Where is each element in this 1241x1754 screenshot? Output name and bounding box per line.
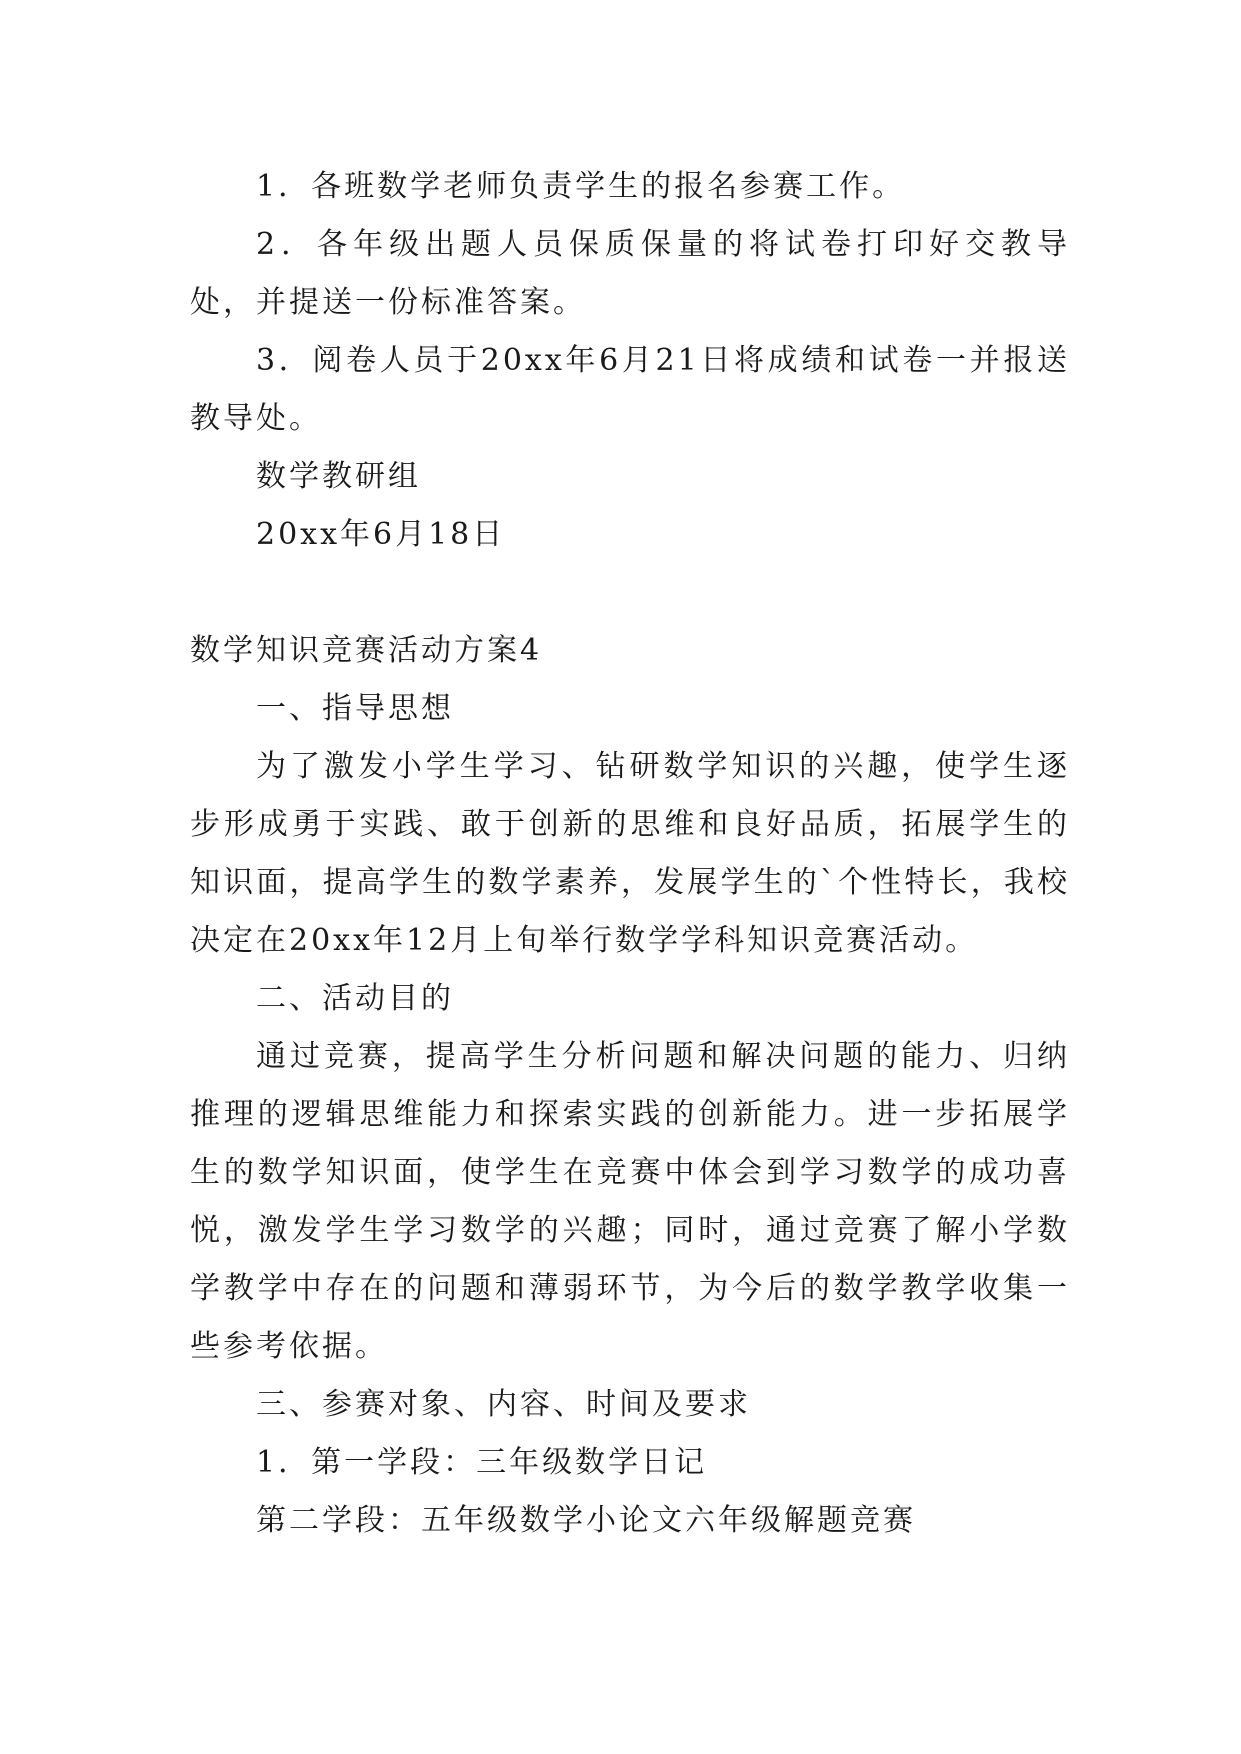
paragraph-item-3: 3．阅卷人员于20xx年6月21日将成绩和试卷一并报送教导处。 — [190, 343, 1070, 436]
paragraph-activity-purpose: 通过竞赛，提高学生分析问题和解决问题的能力、归纳推理的逻辑思维能力和探索实践的创新能力。进一步拓展学生的数学知识面，使学生在竞赛中体会到学习数学的成功喜悦，激发学生学习数学的兴趣；同时，通过竞赛了解小学数学教学中存在的问题和薄弱环节，为今后的数学教学收集一些参考依据。 — [190, 1039, 1070, 1364]
heading-guiding-ideology: 一、指导思想 — [256, 691, 454, 726]
signature-date: 20xx年6月18日 — [256, 517, 506, 552]
paragraph-item-2: 2．各年级出题人员保质保量的将试卷打印好交教导处，并提送一份标准答案。 — [190, 227, 1070, 320]
paragraph-second-stage: 第二学段：五年级数学小论文六年级解题竞赛 — [256, 1503, 916, 1538]
heading-activity-purpose: 二、活动目的 — [256, 981, 454, 1016]
section-title: 数学知识竞赛活动方案4 — [190, 633, 543, 668]
paragraph-first-stage: 1．第一学段：三年级数学日记 — [256, 1445, 708, 1480]
signature-organization: 数学教研组 — [256, 459, 421, 494]
document-body — [190, 158, 1070, 1550]
paragraph-guiding-ideology: 为了激发小学生学习、钻研数学知识的兴趣，使学生逐步形成勇于实践、敢于创新的思维和良好品质，拓展学生的知识面，提高学生的数学素养，发展学生的`个性特长，我校决定在20xx年12月上旬举行数学学科知识竞赛活动。 — [190, 749, 1070, 958]
section-spacer — [190, 564, 1070, 622]
heading-participants: 三、参赛对象、内容、时间及要求 — [256, 1387, 751, 1422]
paragraph-item-1: 1．各班数学老师负责学生的报名参赛工作。 — [256, 169, 906, 204]
